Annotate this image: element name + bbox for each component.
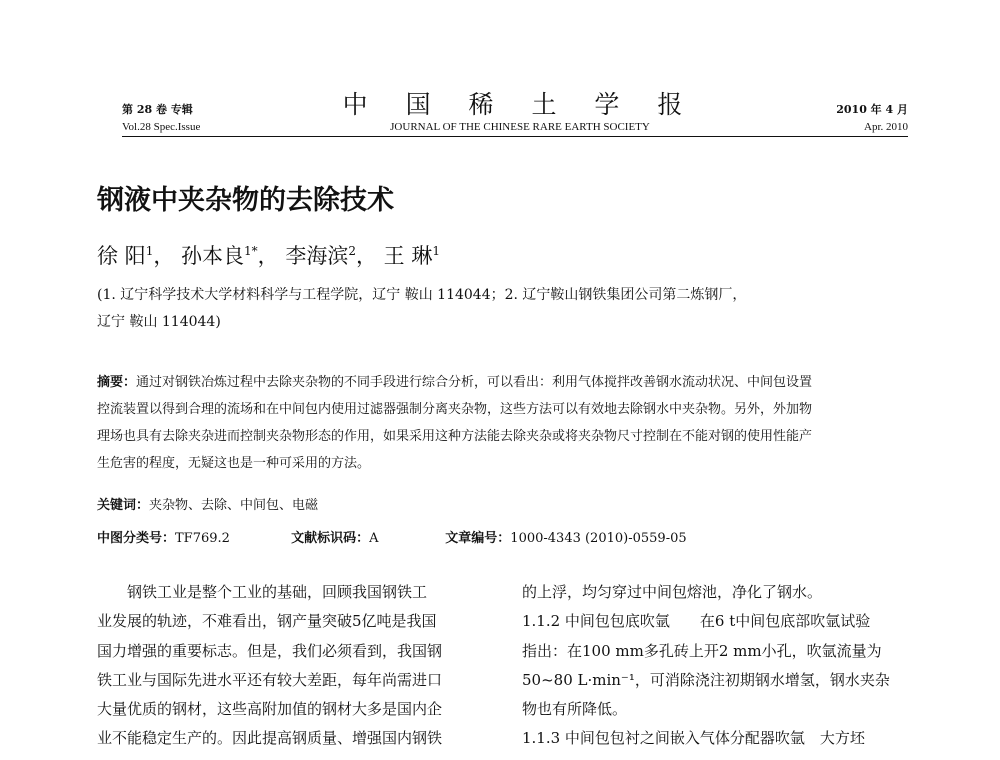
doc-code-group xyxy=(291,527,441,546)
keywords-label: 关键词： xyxy=(97,498,150,513)
author-name: 徐 阳 xyxy=(97,244,146,268)
article-no-label: 文章编号： xyxy=(445,531,511,546)
body-line: 钢铁工业是整个工业的基础，回顾我国钢铁工 xyxy=(97,583,428,601)
date-cn: 2010 年 4 月 xyxy=(836,103,908,116)
header-rule xyxy=(122,136,908,137)
body-line: 业不能稳定生产的。因此提高钢质量、增强国内钢铁 xyxy=(97,729,443,748)
abstract-line xyxy=(97,369,927,396)
author-affil-mark: 1* xyxy=(244,244,258,258)
body-line: 50~80 L·min⁻¹，可消除浇注初期钢水增氢，钢水夹杂 xyxy=(522,670,890,689)
author-affil-mark: 2 xyxy=(348,244,356,258)
body-line: 业发展的轨迹，不难看出，钢产量突破5亿吨是我国 xyxy=(97,612,437,631)
body-line: 铁工业与国际先进水平还有较大差距，每年尚需进口 xyxy=(97,670,443,689)
author-separator: ， xyxy=(153,244,175,268)
affiliation-line: (1. 辽宁科学技术大学材料科学与工程学院，辽宁 鞍山 114044；2. 辽宁鞍山钢铁集团公司第二炼钢厂， xyxy=(97,287,747,303)
date-en: Apr. 2010 xyxy=(864,121,908,133)
author-name: 孙本良 xyxy=(181,244,245,268)
author-name: 李海滨 xyxy=(285,244,349,268)
journal-title-cn: 中 国 稀 土 学 报 xyxy=(342,90,698,119)
body-right-column xyxy=(522,578,922,754)
volume-cn: 第 28 卷 专辑 xyxy=(122,103,193,116)
affiliations xyxy=(97,282,927,336)
volume-en: Vol.28 Spec.Issue xyxy=(122,121,201,133)
abstract-text: 通过对钢铁冶炼过程中去除夹杂物的不同手段进行综合分析，可以看出：利用气体搅拌改善钢水流动状况、中间包设置 xyxy=(136,375,813,390)
body-left-column xyxy=(97,578,497,754)
body-line: 大量优质的钢材，这些高附加值的钢材大多是国内企 xyxy=(97,700,443,719)
keywords-text: 夹杂物、去除、中间包、电磁 xyxy=(149,498,319,513)
classification-row xyxy=(97,527,927,546)
body-line: 物也有所降低。 xyxy=(522,700,628,719)
abstract xyxy=(97,369,927,477)
keywords xyxy=(97,494,318,513)
author-list xyxy=(97,240,440,270)
author-name: 王 琳 xyxy=(383,244,433,268)
article-no-value: 1000-4343 (2010)-0559-05 xyxy=(510,531,687,546)
abstract-line: 生危害的程度，无疑这也是一种可采用的方法。 xyxy=(97,456,371,471)
body-line: 1.1.2 中间包包底吹氩 在6 t中间包底部吹氩试验 xyxy=(522,612,871,631)
author-separator: ， xyxy=(257,244,279,268)
author-separator: ， xyxy=(355,244,377,268)
author-affil-mark: 1 xyxy=(145,244,154,258)
journal-header xyxy=(0,0,1000,140)
affiliation-line: 辽宁 鞍山 114044) xyxy=(97,314,221,330)
article-no-group xyxy=(445,527,686,546)
clc-value: TF769.2 xyxy=(175,531,230,546)
abstract-line: 控流装置以得到合理的流场和在中间包内使用过滤器强制分离夹杂物，这些方法可以有效地去除钢水中夹杂物。另外，外加物 xyxy=(97,402,813,417)
body-line: 国力增强的重要标志。但是，我们必须看到，我国钢 xyxy=(97,641,443,660)
abstract-label: 摘要： xyxy=(97,375,137,390)
author-affil-mark: 1 xyxy=(432,244,440,258)
body-line: 1.1.3 中间包包衬之间嵌入气体分配器吹氩 大方坯 xyxy=(522,729,865,748)
body-line: 的上浮，均匀穿过中间包熔池，净化了钢水。 xyxy=(522,583,823,601)
doc-code-label: 文献标识码： xyxy=(291,531,370,546)
clc-label: 中图分类号： xyxy=(97,531,176,546)
doc-code-value: A xyxy=(369,531,379,546)
clc-group xyxy=(97,527,287,546)
journal-title-en: JOURNAL OF THE CHINESE RARE EARTH SOCIETY xyxy=(390,121,650,133)
article-title: 钢液中夹杂物的去除技术 xyxy=(97,185,394,216)
body-line: 指出：在100 mm多孔砖上开2 mm小孔，吹氩流量为 xyxy=(522,641,882,660)
abstract-line: 理场也具有去除夹杂进而控制夹杂物形态的作用，如果采用这种方法能去除夹杂或将夹杂物尺寸控制在不能对钢的使用性能产 xyxy=(97,429,813,444)
